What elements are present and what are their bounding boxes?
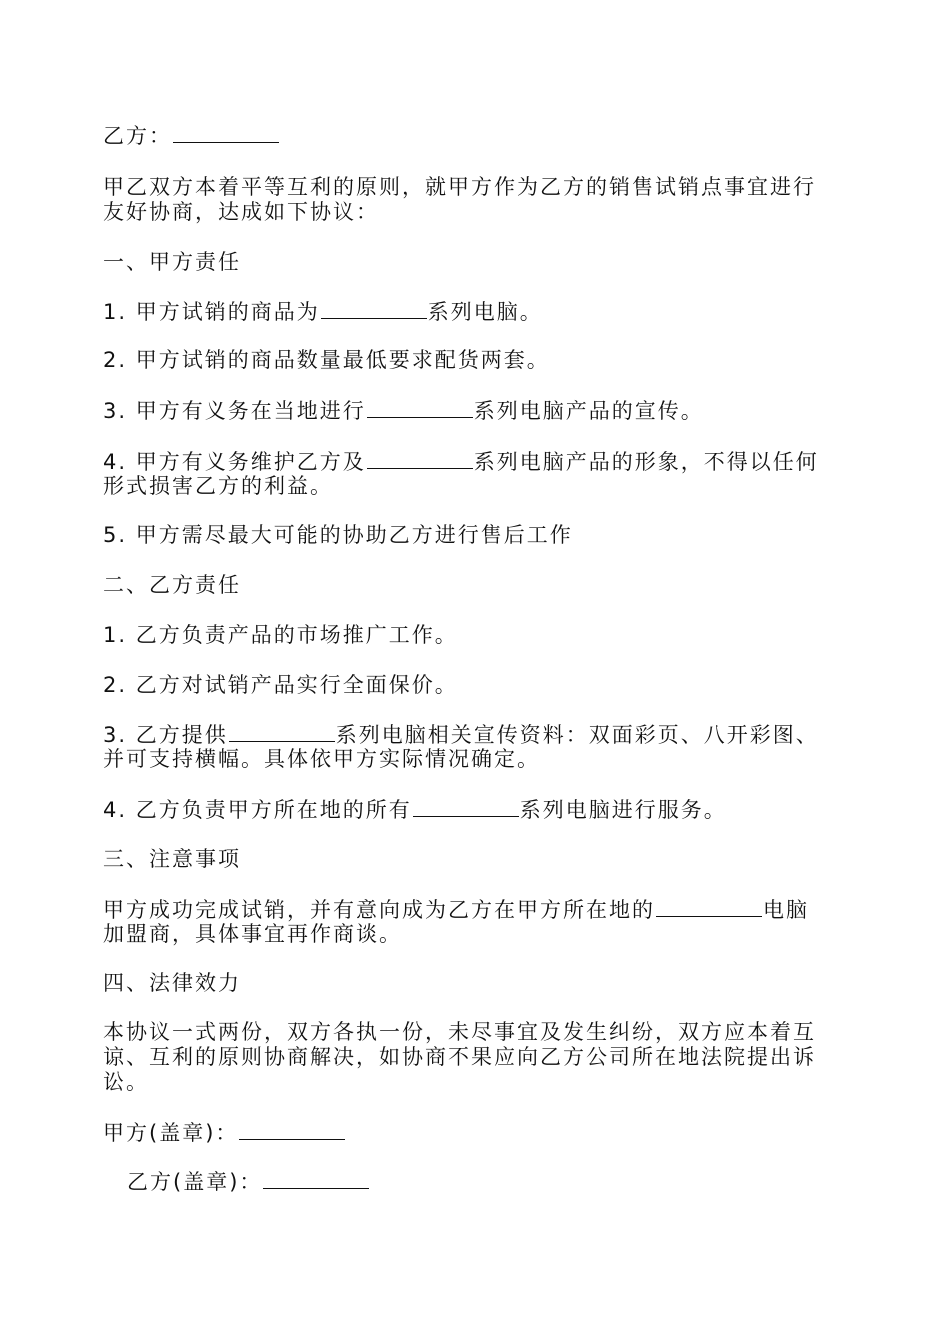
party-a-signature-blank [239,1119,345,1140]
section-3-line-1: 甲方成功完成试销，并有意向成为乙方在甲方所在地的 电脑 [103,898,809,922]
party-a-signature-line [103,1119,863,1147]
section-4-line-3: 讼。 [103,1070,149,1094]
clause-2-4: 4. 乙方负责甲方所在地的所有 系列电脑进行服务。 [103,798,727,822]
intro-line-2: 友好协商，达成如下协议： [103,200,379,224]
blank-field [413,796,519,817]
party-b-line [103,122,863,150]
blank-field [321,298,427,319]
clause-2-3-line-2: 并可支持横幅。具体依甲方实际情况确定。 [103,747,540,771]
section-3-heading: 三、注意事项 [103,847,241,871]
intro-line-1: 甲乙双方本着平等互利的原则，就甲方作为乙方的销售试销点事宜进行 [103,175,816,199]
clause-2-3-line-1: 3. 乙方提供 系列电脑相关宣传资料：双面彩页、八开彩图、 [103,723,819,747]
party-b-label: 乙方： [103,124,172,148]
blank-field [367,448,473,469]
clause-1-4-line-2: 形式损害乙方的利益。 [103,474,333,498]
section-4-line-2: 谅、互利的原则协商解决，如协商不果应向乙方公司所在地法院提出诉 [103,1045,816,1069]
section-4-line-1: 本协议一式两份，双方各执一份，未尽事宜及发生纠纷，双方应本着互 [103,1020,816,1044]
party-b-signature-line [127,1168,887,1196]
blank-field [656,896,762,917]
clause-1-1: 1. 甲方试销的商品为 系列电脑。 [103,300,543,324]
clause-1-5: 5. 甲方需尽最大可能的协助乙方进行售后工作 [103,523,573,547]
clause-2-1: 1. 乙方负责产品的市场推广工作。 [103,623,458,647]
section-2-heading: 二、乙方责任 [103,573,241,597]
party-b-signature-label: 乙方(盖章)： [127,1170,263,1194]
party-b-signature-blank [263,1168,369,1189]
clause-1-4-line-1: 4. 甲方有义务维护乙方及 系列电脑产品的形象，不得以任何 [103,450,819,474]
blank-field [229,721,335,742]
clause-1-3: 3. 甲方有义务在当地进行 系列电脑产品的宣传。 [103,399,704,423]
section-3-line-2: 加盟商，具体事宜再作商谈。 [103,922,402,946]
blank-field [367,397,473,418]
section-1-heading: 一、甲方责任 [103,250,241,274]
section-4-heading: 四、法律效力 [103,971,241,995]
clause-2-2: 2. 乙方对试销产品实行全面保价。 [103,673,458,697]
clause-1-2: 2. 甲方试销的商品数量最低要求配货两套。 [103,348,550,372]
party-a-signature-label: 甲方(盖章)： [103,1121,239,1145]
party-b-blank [173,122,279,143]
